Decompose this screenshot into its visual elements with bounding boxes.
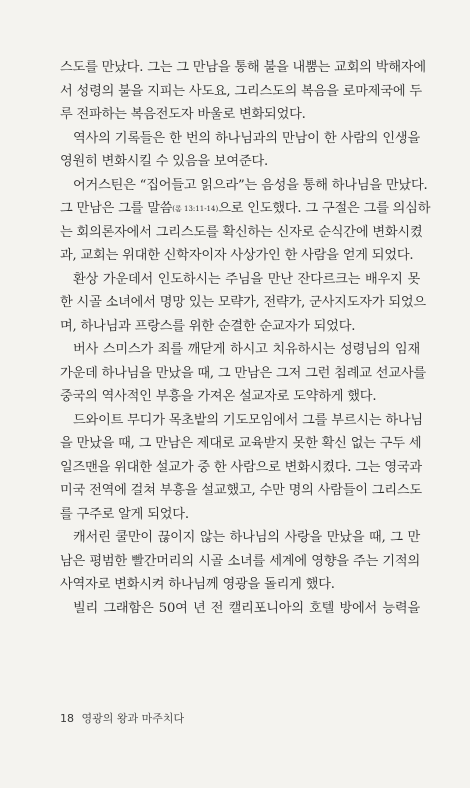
text-line: 영원히 변화시킬 수 있음을 보여준다. [60,154,269,169]
text-line: 남은 평범한 빨간머리의 시골 소녀를 세계에 영향을 주는 기적의 [60,553,420,569]
text-line: 를 구주로 알게 되었다. [60,506,189,522]
text-line: 드와이트 무디가 목초밭의 기도모임에서 그를 부르시는 하나님 [73,412,423,428]
text-line: 환상 가운데서 인도하시는 주님을 만난 잔다르크는 배우지 못 [73,271,420,287]
body-text [60,56,431,620]
text-line: 가운데 하나님을 만났을 때, 그 만남은 그저 그런 침례교 선교사를 [60,365,426,381]
text-line: 스도를 만났다. 그는 그 만남을 통해 불을 내뿜는 교회의 박해자에 [60,60,426,75]
page-footer [60,710,184,726]
running-title: 영광의 왕과 마주치다 [81,712,185,725]
text-line: 을 만났을 때, 그 만남은 제대로 교육받지 못한 확신 없는 구두 세 [60,436,422,451]
page-number: 18 [60,712,74,725]
text-line: 며, 하나님과 프랑스를 위한 순결한 순교자가 되었다. [60,318,356,334]
text-line: 한 시골 소녀에서 명망 있는 모략가, 전략가, 군사지도자가 되었으 [60,295,426,310]
text-line: 일즈맨을 위대한 설교가 중 한 사람으로 변화시켰다. 그는 영국과 [60,459,422,475]
text-line: 역사의 기록들은 한 번의 하나님과의 만남이 한 사람의 인생을 [73,130,420,146]
text-line: 중국의 역사적인 부흥을 가져온 설교자로 도약하게 했다. [60,389,377,404]
text-line: 빌리 그래함은 50여 년 전 캘리포니아의 호텔 방에서 능력을 [73,600,420,616]
text-line: 캐서린 쿨만이 끊이지 않는 하나님의 사랑을 만났을 때, 그 만 [73,530,420,545]
text-line: 사역자로 변화시켜 하나님께 영광을 돌리게 했다. [60,577,335,592]
text-fragment: 으로 인도했다. 그 구절은 그를 의심하 [218,201,431,216]
text-line: 과, 교회는 위대한 신학자이자 사상가인 한 사람을 얻게 되었다. [60,248,414,263]
text-line: 미국 전역에 걸쳐 부흥을 설교했고, 수만 명의 사람들이 그리스도 [60,483,422,498]
text-line: 버사 스미스가 죄를 깨닫게 하시고 치유하시는 성령님의 임재 [73,342,420,357]
text-fragment: 그 만남은 그를 말씀 [60,201,173,216]
text-line [60,197,431,221]
text-line: 어거스틴은 “집어들고 읽으라”는 음성을 통해 하나님을 만났다. [73,177,428,193]
text-line: 는 회의론자에서 그리스도를 확신하는 신자로 순식간에 변화시켰 [60,224,423,240]
scripture-reference: (롬 13:11-14) [172,205,219,213]
text-line: 서 성령의 불을 지피는 사도요, 그리스도의 복음을 로마제국에 두 [60,83,422,99]
text-line: 루 전파하는 복음전도자 바울로 변화되었다. [60,107,306,122]
